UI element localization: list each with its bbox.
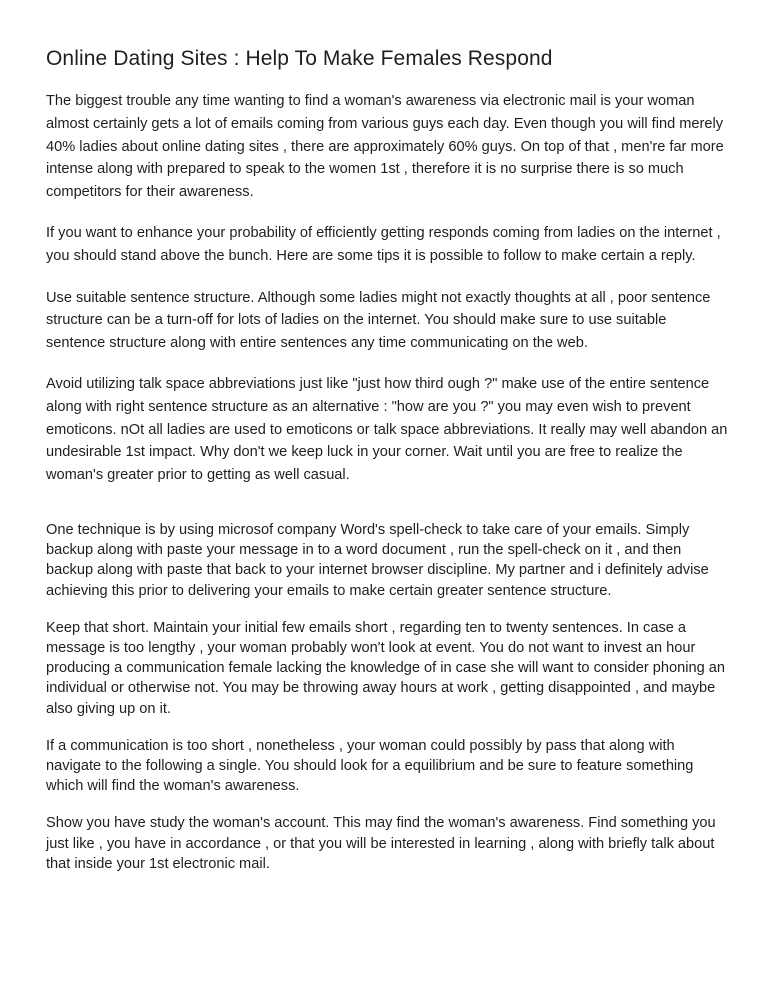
paragraph-profile: Show you have study the woman's account. This may find the woman's awareness. Find something you just like , you have in accordance , or that you will be interested in learning , along with briefly talk about that inside your 1st electronic mail. (46, 815, 716, 872)
paragraph-keep-short: Keep that short. Maintain your initial few emails short , regarding ten to twenty sentences. In case a message is too lengthy , your woman probably won't look at event. You do not want to invest an hour producing a communication female lacking the knowledge of in case she will want to consider phoning an individual or otherwise not. You may be throwing away hours at work , getting disappointed , and maybe also giving up on it. (46, 619, 726, 717)
paragraph-stand-out: If you want to enhance your probability of efficiently getting responds coming from ladies on the internet , you should stand above the bunch. Here are some tips it is possible to follow to make certain a reply. (46, 224, 721, 264)
paragraph-abbreviations: Avoid utilizing talk space abbreviations just like "just how third ough ?" make use of the entire sentence along with right sentence structure as an alternative : "how are you ?" you may even wish to prevent emoticons. nOt all ladies are used to emoticons or talk space abbreviations. It really may well abandon an undesirable 1st impact. Why don't we keep luck in your corner. Wait until you are free to realize the woman's greater prior to getting as well casual. (46, 375, 728, 484)
paragraph-too-short: If a communication is too short , nonetheless , your woman could possibly by pass that along with navigate to the following a single. You should look for a equilibrium and be sure to feature something which will find the woman's awareness. (46, 737, 694, 795)
paragraph-spell-check: One technique is by using microsof company Word's spell-check to take care of your emails. Simply backup along with paste your message in to a word document , run the spell-check on it , and then backup along with paste that back to your internet browser discipline. My partner and i definitely advise achieving this prior to delivering your emails to make certain greater sentence structure. (46, 521, 709, 599)
document-title: Online Dating Sites : Help To Make Females Respond (46, 47, 553, 70)
paragraph-intro: The biggest trouble any time wanting to find a woman's awareness via electronic mail is your woman almost certainly gets a lot of emails coming from various guys each day. Even though you will find merely 40% ladies about online dating sites , there are approximately 60% guys. On top of that , men're far more intense along with prepared to speak to the women 1st , therefore it is no surprise there is so much competitors for their awareness. (46, 93, 724, 201)
paragraph-grammar: Use suitable sentence structure. Although some ladies might not exactly thoughts at all , poor sentence structure can be a turn-off for lots of ladies on the internet. You should make sure to use suitable sentence structure along with entire sentences any time communicating on the web. (46, 289, 711, 352)
